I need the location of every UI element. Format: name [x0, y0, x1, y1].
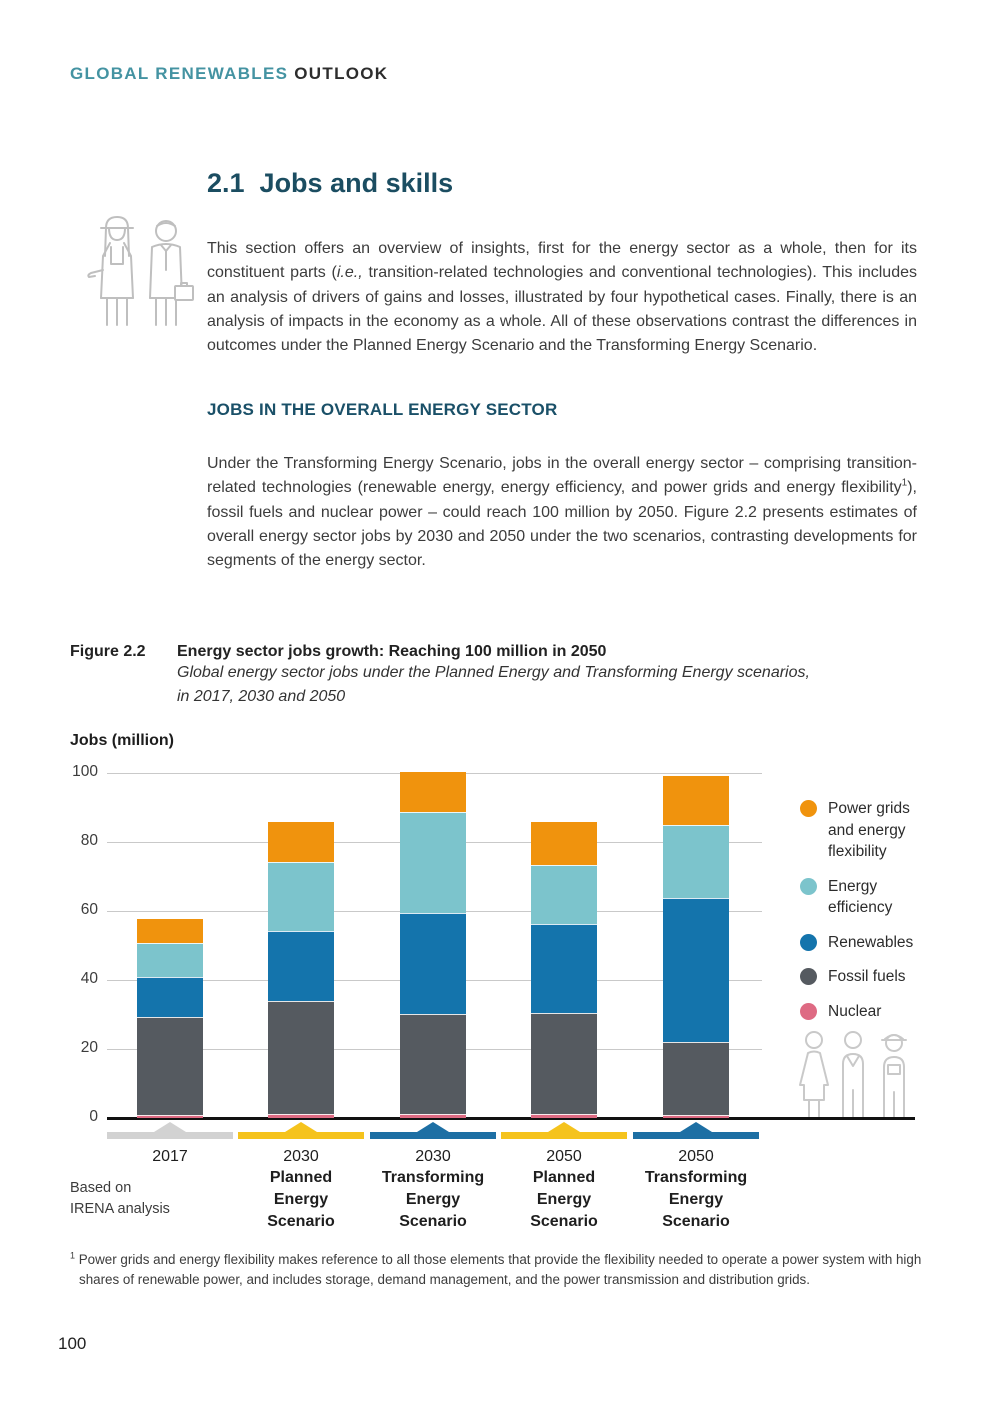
- legend-label-line: flexibility: [828, 843, 887, 860]
- page-number: 100: [58, 1334, 87, 1353]
- bar-segment: [531, 1013, 597, 1114]
- legend-color-dot: [800, 878, 817, 895]
- legend-item: [800, 876, 913, 919]
- header-brand-dark: OUTLOOK: [294, 64, 389, 83]
- x-tick-label: [358, 1146, 508, 1233]
- intro-paragraph: [207, 237, 917, 358]
- document-header: [70, 64, 388, 84]
- legend-label: [828, 966, 906, 988]
- bar-segment: [400, 913, 466, 1014]
- stacked-bar: [531, 822, 597, 1118]
- x-label-year: 2017: [152, 1148, 188, 1165]
- bar-segment: [268, 931, 334, 1001]
- x-label-scenario-word: Planned: [532, 1169, 596, 1186]
- category-ribbon: [238, 1132, 364, 1139]
- legend-color-dot: [800, 800, 817, 817]
- legend-label-line: and energy: [828, 821, 906, 839]
- chart-legend: [800, 798, 913, 1035]
- x-label-scenario-word: Planned: [269, 1169, 333, 1186]
- ribbon-triangle: [417, 1122, 449, 1132]
- x-tick-label: [95, 1146, 245, 1167]
- x-label-scenario-word: Transforming: [644, 1169, 748, 1186]
- y-tick-label: 20: [80, 1039, 98, 1056]
- section-heading: [207, 168, 453, 199]
- figure-subtitle: [177, 661, 930, 709]
- intro-text-a: This section offers an overview of insights, first for the energy sector as a whole, then for its constituent parts (: [207, 240, 917, 282]
- people-icon: [797, 1030, 919, 1123]
- figure-subtitle-line1: Global energy sector jobs under the Planned Energy and Transforming Energy scenarios,: [177, 664, 810, 681]
- stacked-bar: [663, 776, 729, 1118]
- x-tick-label: [489, 1146, 639, 1233]
- source-line2: IRENA analysis: [70, 1201, 170, 1217]
- x-label-scenario-word: Scenario: [399, 1213, 467, 1230]
- legend-label-line: Energy: [828, 877, 878, 895]
- bar-segment: [663, 898, 729, 1042]
- x-label-year: 2030: [415, 1148, 451, 1165]
- ribbon-triangle: [285, 1122, 317, 1132]
- bar-segment: [137, 919, 203, 943]
- figure-caption: [70, 643, 930, 709]
- bar-segment: [400, 1014, 466, 1114]
- body-paragraph: [207, 452, 917, 573]
- x-label-scenario-word: Transforming: [381, 1169, 485, 1186]
- category-ribbon: [501, 1132, 627, 1139]
- y-tick-label: 80: [80, 832, 98, 849]
- bar-segment: [400, 1114, 466, 1118]
- bar-segment: [663, 825, 729, 898]
- y-tick-label: 0: [89, 1108, 98, 1125]
- bar-segment: [268, 1114, 334, 1118]
- legend-label-line: Power grids: [828, 800, 910, 817]
- bar-segment: [531, 822, 597, 865]
- bar-segment: [531, 865, 597, 924]
- ribbon-triangle: [154, 1122, 186, 1132]
- stacked-bar: [400, 772, 466, 1118]
- bar-segment: [268, 862, 334, 931]
- bar-segment: [531, 924, 597, 1013]
- x-tick-label: [621, 1146, 771, 1233]
- section-number: 2.1: [207, 168, 245, 198]
- bar-segment: [531, 1114, 597, 1118]
- legend-item: [800, 966, 913, 988]
- section-title: Jobs and skills: [259, 168, 454, 198]
- bar-segment: [268, 822, 334, 862]
- intro-italic: i.e.,: [336, 264, 363, 282]
- body-text-b: ), fossil fuels and nuclear power – could reach 100 million by 2050. Figure 2.2 presents estimates of overall energy sector jobs by 2030 and 2050 under the two scenarios, contrasting developments for segments of the energy sector.: [207, 479, 917, 570]
- y-tick-label: 100: [72, 763, 98, 780]
- workers-icon: [84, 210, 194, 337]
- x-label-year: 2050: [678, 1148, 714, 1165]
- x-label-scenario-word: Energy: [405, 1191, 461, 1208]
- legend-label: [828, 798, 910, 863]
- legend-label-line: Renewables: [828, 933, 914, 951]
- stacked-bar: [137, 919, 203, 1118]
- bar-segment: [137, 943, 203, 977]
- intro-text-b: transition-related technologies and conventional technologies). This includes an analysis of drivers of gains and losses, illustrated by four hypothetical cases. Finally, there is an analysis of impacts in the economy as a whole. All of these observations contrast the differences in outcomes under the Planned Energy Scenario and the Transforming Energy Scenario.: [207, 264, 917, 355]
- ribbon-triangle: [548, 1122, 580, 1132]
- subsection-heading: JOBS IN THE OVERALL ENERGY SECTOR: [207, 400, 558, 419]
- figure-title: Energy sector jobs growth: Reaching 100 million in 2050: [177, 643, 607, 660]
- footnote-text: Power grids and energy flexibility makes reference to all those elements that provide the flexibility needed to operate a power system with high shares of renewable power, and includes storage, demand management, and the power transmission and distribution grids.: [75, 1252, 922, 1287]
- legend-label: [828, 876, 892, 919]
- ribbon-triangle: [680, 1122, 712, 1132]
- legend-color-dot: [800, 968, 817, 985]
- x-label-year: 2030: [283, 1148, 319, 1165]
- footnote-sup: 1: [70, 1250, 76, 1261]
- legend-label-line: efficiency: [828, 899, 893, 916]
- x-tick-label: [226, 1146, 376, 1233]
- bar-segment: [400, 812, 466, 913]
- x-label-year: 2050: [546, 1148, 582, 1165]
- legend-item: [800, 1001, 913, 1023]
- legend-item: [800, 932, 913, 954]
- body-text-a: Under the Transforming Energy Scenario, jobs in the overall energy sector – comprising transition-related technologies (renewable energy, energy efficiency, and power grids and energy flexibility: [207, 455, 917, 497]
- bar-segment: [663, 1115, 729, 1118]
- bar-segment: [137, 1017, 203, 1114]
- bar-segment: [268, 1001, 334, 1113]
- y-axis-label: Jobs (million): [70, 732, 174, 749]
- header-brand-teal: GLOBAL RENEWABLES: [70, 64, 289, 83]
- x-label-scenario-word: Scenario: [662, 1213, 730, 1230]
- bar-segment: [400, 772, 466, 812]
- legend-label: [828, 1001, 881, 1023]
- legend-label-line: Fossil fuels: [828, 968, 906, 985]
- footnote: [70, 1250, 927, 1289]
- chart-source: [70, 1178, 170, 1220]
- x-label-scenario-word: Energy: [273, 1191, 329, 1208]
- bar-segment: [137, 1115, 203, 1118]
- category-ribbon: [107, 1132, 233, 1139]
- bar-segment: [663, 776, 729, 825]
- x-label-scenario-word: Scenario: [530, 1213, 598, 1230]
- y-tick-label: 40: [80, 970, 98, 987]
- x-label-scenario-word: Scenario: [267, 1213, 335, 1230]
- legend-color-dot: [800, 1003, 817, 1020]
- legend-color-dot: [800, 934, 817, 951]
- x-label-scenario-word: Energy: [668, 1191, 724, 1208]
- y-tick-label: 60: [80, 901, 98, 918]
- footnote-marker: 1: [901, 477, 908, 489]
- legend-label-line: Nuclear: [828, 1002, 882, 1020]
- category-ribbon: [370, 1132, 496, 1139]
- legend-item: [800, 798, 913, 863]
- stacked-bar-chart: [0, 730, 1003, 1235]
- stacked-bar: [268, 822, 334, 1118]
- figure-subtitle-line2: in 2017, 2030 and 2050: [177, 688, 346, 705]
- bar-segment: [663, 1042, 729, 1115]
- category-ribbon: [633, 1132, 759, 1139]
- figure-label: Figure 2.2: [70, 643, 146, 660]
- x-axis-line: [107, 1117, 915, 1120]
- bar-segment: [137, 977, 203, 1018]
- x-label-scenario-word: Energy: [536, 1191, 592, 1208]
- legend-label: [828, 932, 913, 954]
- source-line1: Based on: [70, 1180, 132, 1196]
